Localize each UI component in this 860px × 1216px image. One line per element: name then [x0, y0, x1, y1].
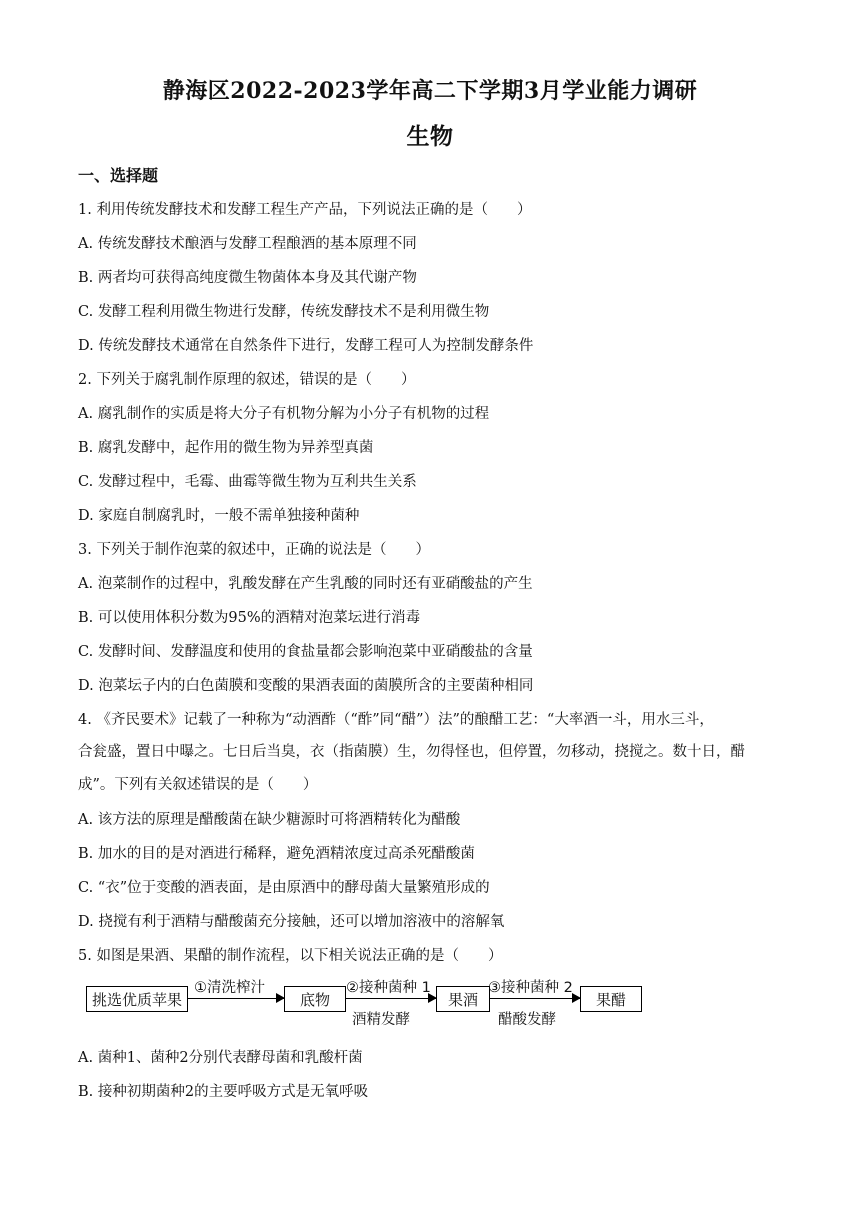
option-d: D. 传统发酵技术通常在自然条件下进行，发酵工程可人为控制发酵条件 [78, 338, 534, 354]
option-c: C. 发酵过程中，毛霉、曲霉等微生物为互利共生关系 [78, 474, 417, 490]
question-stem-continued: 成”。下列有关叙述错误的是（ ） [78, 777, 318, 793]
question-stem: 3. 下列关于制作泡菜的叙述中，正确的说法是（ ） [78, 542, 430, 558]
question-stem-continued: 合瓮盛，置日中曝之。七日后当臭，衣（指菌膜）生，勿得怪也，但停置，勿移动，挠搅之。数十日，醋 [78, 744, 745, 760]
option-b: B. 可以使用体积分数为95%的酒精对泡菜坛进行消毒 [78, 610, 421, 626]
question-stem: 4. 《齐民要术》记载了一种称为“动酒酢（“酢”同“醋”）法”的酿醋工艺：“大率酒一斗，用水三斗， [78, 712, 714, 728]
flow-box-substrate: 底物 [284, 986, 346, 1012]
option-b: B. 两者均可获得高纯度微生物菌体本身及其代谢产物 [78, 270, 417, 286]
option-d: D. 挠搅有利于酒精与醋酸菌充分接触，还可以增加溶液中的溶解氧 [78, 914, 505, 930]
option-a: A. 传统发酵技术酿酒与发酵工程酿酒的基本原理不同 [78, 236, 417, 252]
option-c: C. “衣”位于变酸的酒表面，是由原酒中的酵母菌大量繁殖形成的 [78, 880, 490, 896]
flow-step-label: ③接种菌种 2 [488, 980, 573, 996]
option-a: A. 菌种1、菌种2分别代表酵母菌和乳酸杆菌 [78, 1050, 363, 1066]
flow-step-sublabel: 酒精发酵 [352, 1012, 410, 1028]
flow-step-label: ①清洗榨汁 [194, 980, 265, 996]
option-d: D. 家庭自制腐乳时，一般不需单独接种菌种 [78, 508, 360, 524]
flow-arrow [188, 998, 284, 999]
option-a: A. 泡菜制作的过程中，乳酸发酵在产生乳酸的同时还有亚硝酸盐的产生 [78, 576, 533, 592]
question-stem: 2. 下列关于腐乳制作原理的叙述，错误的是（ ） [78, 372, 416, 388]
option-a: A. 该方法的原理是醋酸菌在缺少糖源时可将酒精转化为醋酸 [78, 812, 461, 828]
question-stem: 5. 如图是果酒、果醋的制作流程，以下相关说法正确的是（ ） [78, 948, 503, 964]
flow-arrow [346, 998, 436, 999]
flow-box-apples: 挑选优质苹果 [86, 986, 188, 1012]
option-d: D. 泡菜坛子内的白色菌膜和变酸的果酒表面的菌膜所含的主要菌种相同 [78, 678, 534, 694]
option-a: A. 腐乳制作的实质是将大分子有机物分解为小分子有机物的过程 [78, 406, 490, 422]
option-b: B. 接种初期菌种2的主要呼吸方式是无氧呼吸 [78, 1084, 369, 1100]
option-c: C. 发酵时间、发酵温度和使用的食盐量都会影响泡菜中亚硝酸盐的含量 [78, 644, 533, 660]
question-stem: 1. 利用传统发酵技术和发酵工程生产产品，下列说法正确的是（ ） [78, 202, 532, 218]
flow-box-vinegar: 果醋 [580, 986, 642, 1012]
flow-step-sublabel: 醋酸发酵 [498, 1012, 556, 1028]
subject-title: 生物 [406, 123, 454, 150]
section-heading: 一、选择题 [78, 166, 159, 185]
exam-title: 静海区2022-2023学年高二下学期3月学业能力调研 [162, 78, 698, 104]
flow-step-label: ②接种菌种 1 [346, 980, 431, 996]
option-b: B. 加水的目的是对酒进行稀释，避免酒精浓度过高杀死醋酸菌 [78, 846, 475, 862]
fermentation-flowchart [86, 972, 666, 1032]
option-b: B. 腐乳发酵中，起作用的微生物为异养型真菌 [78, 440, 374, 456]
flow-box-wine: 果酒 [436, 986, 490, 1012]
flow-arrow [490, 998, 580, 999]
option-c: C. 发酵工程利用微生物进行发酵，传统发酵技术不是利用微生物 [78, 304, 490, 320]
